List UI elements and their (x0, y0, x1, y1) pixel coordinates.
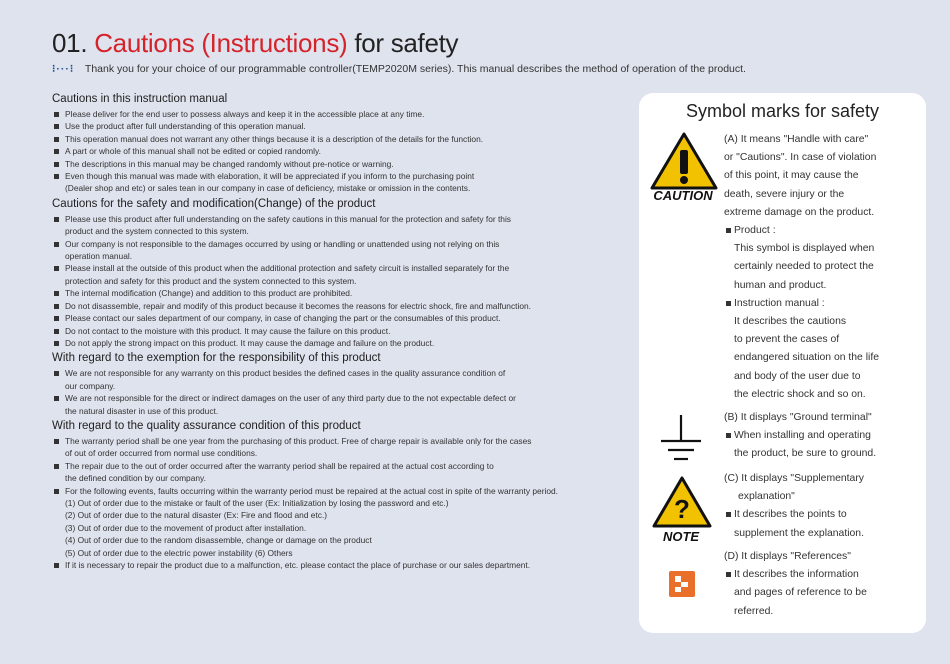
list-item (52, 337, 632, 349)
intro-line (52, 63, 912, 75)
list-item-line: protection and safety for this product and the system connected to this system. (65, 275, 357, 286)
a-product-line: human and product. (734, 279, 827, 291)
list-item-line: (Dealer shop and etc) or sales tean in our company in case of deficiency, mistake or omission in the contents. (65, 183, 471, 194)
list-item-line: We are not responsible for any warranty on this product besides the defined cases in the quality assurance condition of (65, 368, 506, 379)
list-item-line: Do not disassemble, repair and modify of this product because it becomes the reasons for electric shock, fire and malfunction. (65, 300, 531, 311)
c-bullet: It describes the points to (724, 506, 920, 524)
a-product-title: Product : (724, 222, 920, 240)
list-item-line: This operation manual does not warrant any other things because it is a description of the details for the function. (65, 133, 484, 144)
a-manual-line: and body of the user due to (734, 370, 861, 382)
list-item (52, 300, 632, 312)
list-item (52, 435, 632, 460)
a-line: death, severe injury or the (724, 188, 845, 200)
list-item (52, 145, 632, 157)
symbol-a-text (724, 131, 920, 404)
reference-icon (669, 571, 695, 597)
list-item-line: The descriptions in this manual may be changed randomly without pre-notice or warning. (65, 158, 394, 169)
list-item-line: The repair due to the out of order occurred after the warranty period shall be repaired at the actual cost according to (65, 460, 494, 471)
caution-list (52, 435, 632, 571)
intro-text: Thank you for your choice of our programmable controller(TEMP2020M series). This manual describes the method of operation of the product. (84, 63, 746, 75)
a-manual-line: to prevent the cases of (734, 334, 840, 346)
a-manual-line: the electric shock and so on. (734, 388, 866, 400)
section-heading: With regard to the exemption for the responsibility of this product (52, 352, 381, 365)
b-bullet-line: the product, be sure to ground. (734, 448, 877, 460)
list-item (52, 325, 632, 337)
caution-section (52, 420, 632, 571)
note-triangle-icon (651, 475, 713, 529)
list-item (52, 238, 632, 263)
list-item (52, 158, 632, 170)
symbol-c-text (724, 470, 920, 543)
list-item (52, 392, 632, 417)
list-item-line: (1) Out of order due to the mistake or fault of the user (Ex: Initialization by losing the password and etc.) (65, 497, 449, 508)
c-line: (C) It displays "Supplementary (724, 473, 864, 484)
d-line: (D) It displays "References" (724, 551, 851, 562)
panel-title: Symbol marks for safety (685, 101, 880, 121)
caution-list (52, 367, 632, 417)
d-bullet-line: referred. (734, 605, 774, 617)
list-item (52, 170, 632, 195)
a-line: extreme damage on the product. (724, 206, 875, 218)
list-item-line: operation manual. (65, 251, 133, 262)
list-item (52, 312, 632, 324)
list-item (52, 213, 632, 238)
ground-icon (659, 413, 703, 467)
list-item-line: Use the product after full understanding of this operation manual. (65, 121, 306, 132)
caution-section (52, 352, 632, 417)
list-item-line: Please use this product after full understanding on the safety cautions in this manual for the protection and safety for this (65, 213, 511, 224)
list-item-line: Please deliver for the end user to possess always and keep it in the accessible place at any time. (65, 109, 425, 119)
cautions-column (52, 93, 632, 574)
section-heading: Cautions for the safety and modification(Change) of the product (52, 197, 376, 210)
symbol-d-text (724, 548, 920, 621)
symbol-marks-panel (639, 93, 926, 633)
caution-list (52, 213, 632, 349)
list-item-line: (2) Out of order due to the natural disaster (Ex: Fire and flood and etc.) (65, 510, 328, 521)
list-item (52, 287, 632, 299)
list-item-line: The warranty period shall be one year from the purchasing of this product. Free of charge repair is available only for the cases (65, 435, 532, 446)
list-item-line: A part or whole of this manual shall not be edited or copied randomly. (65, 146, 321, 157)
list-item-line: (5) Out of order due to the electric power instability (6) Others (65, 547, 293, 558)
list-item (52, 133, 632, 145)
a-line: or "Cautions". In case of violation (724, 152, 877, 164)
list-item-line: our company. (65, 380, 116, 391)
caution-section (52, 198, 632, 349)
list-item-line: Please contact our sales department of our company, in case of changing the part or the consumables of this product. (65, 313, 501, 324)
caution-triangle-icon (649, 131, 719, 191)
section-heading: With regard to the quality assurance condition of this product (52, 419, 361, 432)
page-title (52, 28, 458, 59)
a-manual-line: It describes the cautions (734, 316, 847, 328)
list-item-line: of out of order occurred from normal use conditions. (65, 448, 258, 459)
list-item-line: We are not responsible for the direct or indirect damages on the user of any third party due to the not expectable defect or (65, 393, 516, 404)
list-item-line: Do not apply the strong impact on this product. It may cause the damage and failure on the product. (65, 337, 435, 348)
c-bullet-line: supplement the explanation. (734, 527, 864, 539)
title-highlight: Cautions (Instructions) (94, 28, 348, 58)
list-item-line: Please install at the outside of this product when the additional protection and safety circuit is installed separately for the (65, 263, 510, 274)
list-item-line: Even though this manual was made with elaboration, it will be appreciated if you inform to the purchasing point (65, 171, 475, 182)
caution-label: CAUTION (653, 188, 713, 203)
list-item-line: the natural disaster in use of this product. (65, 405, 219, 416)
list-item-line: For the following events, faults occurring within the warranty period must be repaired at the actual cost in spite of the warranty period. (65, 485, 558, 496)
caution-section (52, 93, 632, 195)
d-bullet-line: and pages of reference to be (734, 587, 867, 599)
a-product-line: certainly needed to protect the (734, 261, 874, 273)
list-item-line: Our company is not responsible to the damages occurred by using or handling or unattended using not relying on this (65, 238, 500, 249)
caution-list (52, 108, 632, 195)
list-item-line: If it is necessary to repair the product due to a malfunction, etc. please contact the place of purchase or our sales department. (65, 560, 531, 570)
list-item-line: (4) Out of order due to the random disassemble, change or damage on the product (65, 535, 372, 546)
section-heading: Cautions in this instruction manual (52, 93, 228, 105)
svg-text:?: ? (674, 494, 690, 524)
list-item (52, 460, 632, 485)
section-number: 01. (52, 28, 88, 58)
a-line: (A) It means "Handle with care" (724, 134, 869, 145)
list-item (52, 262, 632, 287)
note-label: NOTE (662, 529, 700, 544)
list-item-line: Do not contact to the moisture with this product. It may cause the failure on this product. (65, 325, 391, 336)
a-line: of this point, it may cause the (724, 170, 859, 182)
list-item (52, 485, 632, 559)
c-line: explanation" (738, 491, 795, 503)
list-item (52, 367, 632, 392)
a-manual-line: endangered situation on the life (734, 352, 880, 364)
dots-icon: ⁝···⁝ (52, 63, 75, 75)
a-manual-title: Instruction manual : (724, 295, 920, 313)
d-bullet: It describes the information (724, 566, 920, 584)
list-item (52, 120, 632, 132)
list-item-line: product and the system connected to this system. (65, 226, 249, 237)
list-item-line: (3) Out of order due to the movement of product after installation. (65, 522, 307, 533)
a-product-line: This symbol is displayed when (734, 243, 875, 255)
b-bullet: When installing and operating (724, 427, 920, 445)
b-line: (B) It displays "Ground terminal" (724, 412, 872, 423)
symbol-b-text (724, 409, 920, 464)
list-item-line: The internal modification (Change) and addition to this product are prohibited. (65, 288, 353, 299)
list-item-line: the defined condition by our company. (65, 473, 206, 484)
title-rest: for safety (354, 28, 459, 58)
list-item (52, 108, 632, 120)
list-item (52, 559, 632, 571)
